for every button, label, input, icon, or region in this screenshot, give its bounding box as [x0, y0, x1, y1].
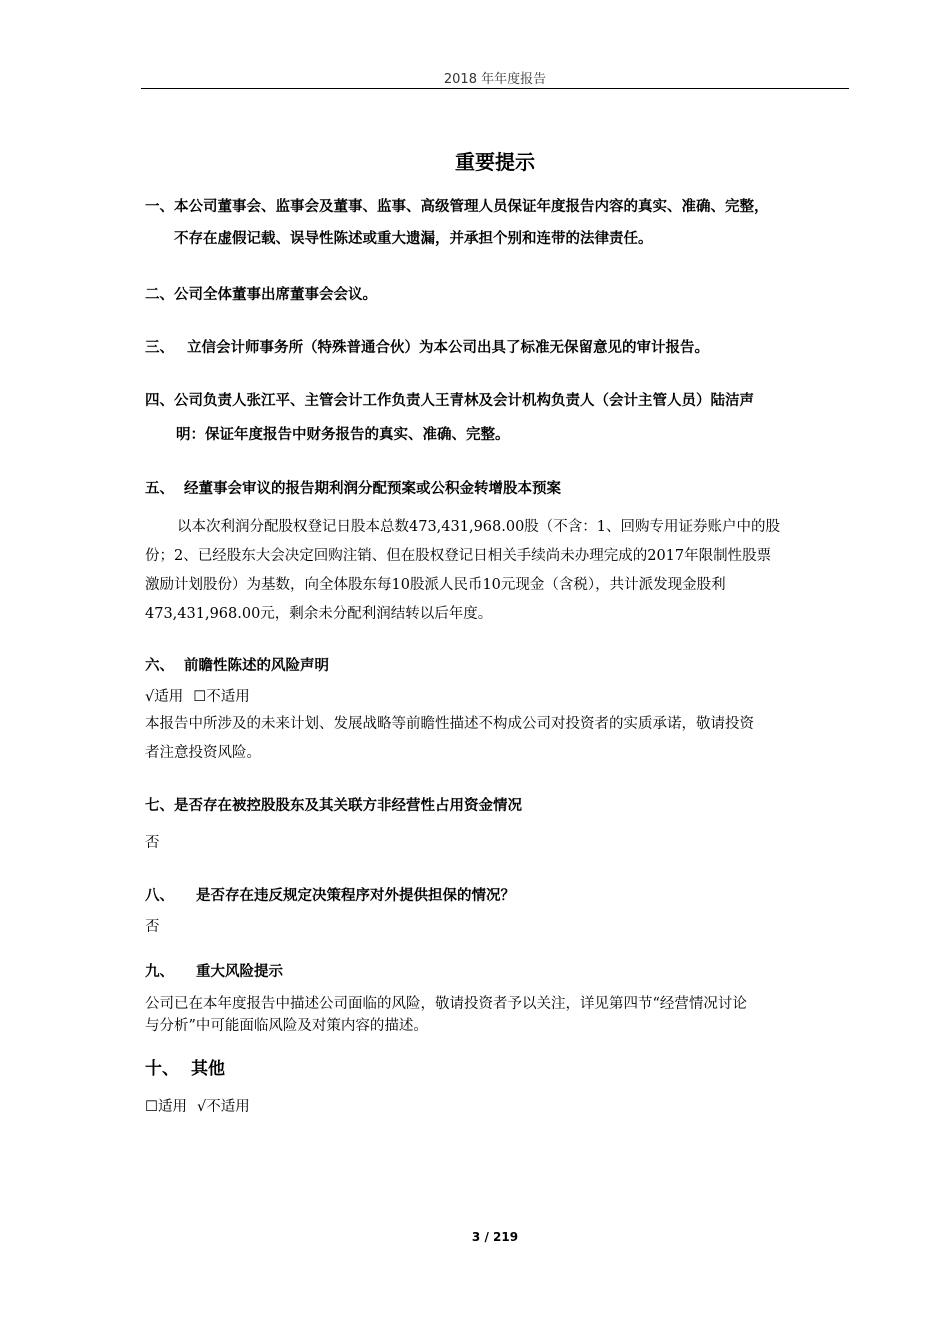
section-1-line-1: 一、本公司董事会、监事会及董事、监事、高级管理人员保证年度报告内容的真实、准确、完整， [145, 199, 769, 215]
page-number: 3 / 219 [471, 1230, 519, 1244]
option-applicable-label: 适用 [154, 689, 184, 705]
section-3-number: 三、 [145, 340, 174, 356]
section-5-paragraph-line-3: 激励计划股份）为基数，向全体股东每10股派人民币10元现金（含税），共计派发现金股利 [145, 577, 726, 593]
section-6-number: 六、 [145, 658, 174, 674]
section-8-heading: 是否存在违反规定决策程序对外提供担保的情况？ [196, 888, 515, 904]
option-applicable-label: 适用 [158, 1099, 187, 1115]
section-4-line-1: 四、公司负责人张江平、主管会计工作负责人王青林及会计机构负责人（会计主管人员）陆洁声 [145, 393, 754, 409]
section-9-number: 九、 [145, 964, 174, 980]
section-6-body-line-2: 者注意投资风险。 [145, 745, 261, 761]
section-10-number: 十、 [145, 1059, 179, 1079]
section-5-heading: 经董事会审议的报告期利润分配预案或公积金转增股本预案 [184, 481, 561, 497]
section-5-paragraph-line-4: 473,431,968.00元，剩余未分配利润结转以后年度。 [145, 606, 493, 622]
empty-checkbox-icon: ☐ [145, 1099, 158, 1115]
check-mark-icon: √ [145, 689, 155, 705]
section-8-answer: 否 [145, 919, 160, 935]
section-9-body-line-1: 公司已在本年度报告中描述公司面临的风险，敬请投资者予以关注，详见第四节“经营情况讨论 [145, 996, 747, 1012]
section-10-options [145, 1097, 250, 1117]
section-6-heading: 前瞻性陈述的风险声明 [184, 658, 329, 674]
section-5-paragraph-line-1: 以本次利润分配股权登记日股本总数473,431,968.00股（不含：1、回购专用证券账户中的股 [177, 519, 781, 535]
section-6-options [145, 687, 250, 707]
check-mark-icon: √ [197, 1099, 207, 1115]
empty-checkbox-icon: ☐ [193, 689, 207, 705]
section-8-number: 八、 [145, 888, 174, 904]
section-4-line-2: 明：保证年度报告中财务报告的真实、准确、完整。 [176, 427, 510, 443]
section-9-heading: 重大风险提示 [196, 964, 283, 980]
page-title: 重要提示 [455, 150, 535, 174]
header-rule [141, 88, 849, 89]
section-10-heading: 其他 [191, 1059, 225, 1079]
section-7-answer: 否 [145, 835, 160, 851]
section-6-body-line-1: 本报告中所涉及的未来计划、发展战略等前瞻性描述不构成公司对投资者的实质承诺，敬请投资 [145, 716, 754, 732]
option-not-applicable-label: 不适用 [206, 689, 250, 705]
section-3-text: 立信会计师事务所（特殊普通合伙）为本公司出具了标准无保留意见的审计报告。 [187, 340, 709, 356]
option-not-applicable-label: 不适用 [206, 1099, 250, 1115]
running-header: 2018 年年度报告 [443, 72, 547, 87]
section-5-paragraph-line-2: 份；2、已经股东大会决定回购注销、但在股权登记日相关手续尚未办理完成的2017年限制性股票 [145, 548, 772, 564]
section-5-number: 五、 [145, 481, 174, 497]
section-9-body-line-2: 与分析”中可能面临风险及对策内容的描述。 [145, 1018, 428, 1034]
section-7-heading: 七、是否存在被控股股东及其关联方非经营性占用资金情况 [145, 798, 522, 814]
section-1-line-2: 不存在虚假记载、误导性陈述或重大遗漏，并承担个别和连带的法律责任。 [174, 231, 653, 247]
section-2-text: 二、公司全体董事出席董事会会议。 [145, 287, 377, 303]
